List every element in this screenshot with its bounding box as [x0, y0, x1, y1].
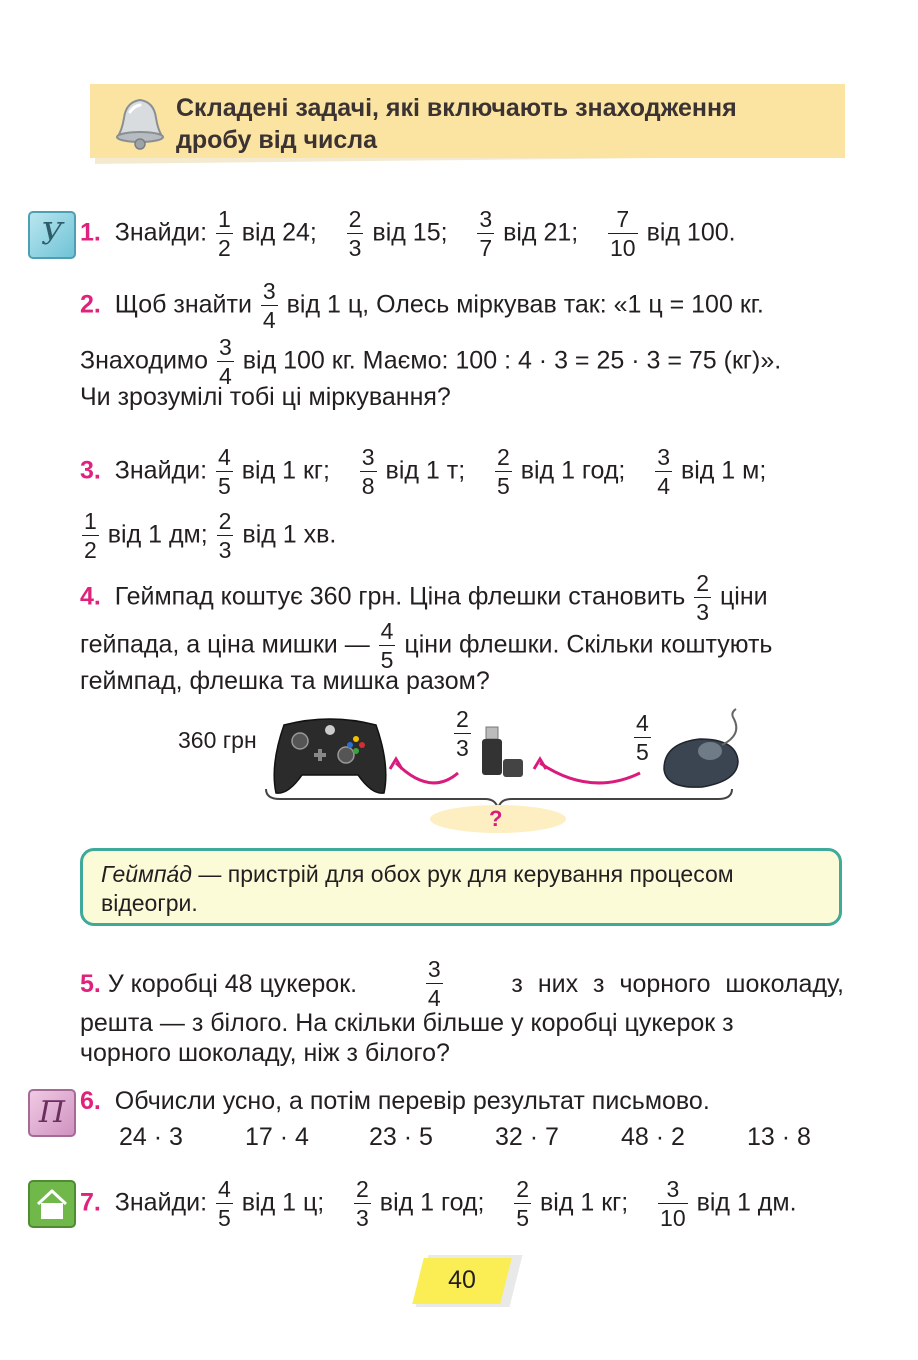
- fraction-text: від 21;: [503, 218, 579, 247]
- fraction: $\frac{3}{4}$: [262, 278, 276, 333]
- fraction: $\frac{3}{4}$: [657, 444, 670, 499]
- fraction: $\frac{3}{7}$: [479, 206, 493, 261]
- task-number: 5.: [80, 970, 101, 998]
- fraction-text: від 1 год;: [379, 1188, 485, 1217]
- title-line-1: Складені задачі, які включають знаходження: [176, 94, 737, 122]
- page-title: [176, 92, 836, 156]
- fraction: $\frac{4}{5}$: [380, 618, 394, 673]
- task-6: [80, 1086, 710, 1116]
- expressions-row: [119, 1122, 811, 1152]
- task-text: від 100 кг. Маємо: 100 : 4 · 3 = 25 · 3 = 75 (кг)».: [242, 346, 782, 375]
- fraction: $\frac{2}{5}$: [516, 1176, 530, 1231]
- mouse-fraction: $\frac{4}{5}$: [636, 710, 649, 765]
- task-1: [80, 208, 736, 260]
- fraction: $\frac{3}{10}$: [660, 1176, 686, 1231]
- definition-box: [80, 848, 842, 926]
- task-number: 6.: [80, 1087, 101, 1115]
- fraction: $\frac{2}{5}$: [496, 444, 510, 499]
- flash-fraction: $\frac{2}{3}$: [456, 706, 469, 761]
- definition-text: — пристрій для обох рук для керування процесом: [192, 861, 734, 887]
- fraction-text: від 24;: [241, 218, 317, 247]
- task-number: 4.: [80, 582, 101, 611]
- fraction-text: від 1 т;: [385, 456, 466, 485]
- fraction: $\frac{2}{3}$: [348, 206, 362, 261]
- fraction: $\frac{2}{3}$: [218, 508, 232, 563]
- flash-drive-icon: [482, 727, 523, 777]
- task-number: 2.: [80, 290, 101, 319]
- mouse-icon: [664, 709, 738, 787]
- fraction: $\frac{2}{3}$: [356, 1176, 369, 1231]
- fraction: $\frac{3}{8}$: [361, 444, 375, 499]
- task-text: Геймпад коштує 360 грн. Ціна флешки становить: [114, 582, 686, 611]
- task-number: 3.: [80, 456, 101, 485]
- question-mark: ?: [489, 806, 503, 831]
- task-lead: Знайди:: [114, 1188, 208, 1217]
- task-4-line-1: [80, 572, 768, 624]
- fraction: $\frac{1}{2}$: [218, 206, 231, 261]
- page-number: 40: [448, 1266, 476, 1294]
- task-text: гейпада, а ціна мишки —: [80, 630, 370, 659]
- task-text: Обчисли усно, а потім перевір результат письмово.: [114, 1087, 710, 1115]
- task-text: Знаходимо: [80, 346, 209, 375]
- title-line-2: дробу від числа: [176, 126, 378, 154]
- task-text: ціни флешки. Скільки коштують: [404, 630, 773, 659]
- task-text: ціни: [719, 582, 768, 611]
- task-3-line-2: [80, 510, 336, 562]
- gamepad-price: 360 грн: [178, 727, 257, 753]
- illustration: [260, 705, 760, 840]
- expression: 24 · 3: [119, 1123, 183, 1151]
- task-4-line-3: геймпад, флешка та мишка разом?: [80, 667, 490, 695]
- task-5-line-1: [80, 958, 844, 1010]
- arrow: [396, 763, 458, 783]
- fraction: $\frac{3}{4}$: [427, 956, 441, 1011]
- fraction-text: від 15;: [372, 218, 448, 247]
- task-text: від 1 ц, Олесь міркував так: «1 ц = 100 кг.: [286, 290, 764, 319]
- task-5-line-2: решта — з білого. На скільки більше у коробці цукерок з: [80, 1009, 734, 1037]
- fraction-text: від 1 год;: [520, 456, 626, 485]
- task-2-line-3: Чи зрозумілі тобі ці міркування?: [80, 383, 451, 411]
- task-number: 1.: [80, 218, 101, 247]
- bell-icon: [108, 92, 170, 154]
- fraction-text: від 1 дм;: [107, 520, 208, 549]
- expression: 23 · 5: [369, 1123, 433, 1151]
- fraction-text: від 1 хв.: [242, 520, 337, 549]
- definition-line-2: відеогри.: [101, 890, 198, 916]
- task-text: У коробці 48 цукерок.: [107, 970, 358, 998]
- fraction: $\frac{1}{2}$: [84, 508, 97, 563]
- task-lead: Знайди:: [114, 456, 208, 485]
- task-2-line-2: [80, 336, 781, 388]
- oral-letter: У: [41, 217, 63, 252]
- task-2-line-1: [80, 280, 764, 332]
- task-3-line-1: [80, 446, 766, 498]
- fraction-text: від 1 ц;: [241, 1188, 325, 1217]
- task-text: Щоб знайти: [114, 290, 252, 319]
- fraction: $\frac{4}{5}$: [218, 1176, 231, 1231]
- written-letter: П: [38, 1095, 66, 1130]
- fraction-text: від 1 кг;: [241, 456, 330, 485]
- expression: 32 · 7: [495, 1123, 559, 1151]
- fraction-text: від 100.: [646, 218, 736, 247]
- expression: 48 · 2: [621, 1123, 685, 1151]
- fraction: $\frac{7}{10}$: [610, 206, 636, 261]
- task-5-line-3: чорного шоколаду, ніж з білого?: [80, 1039, 450, 1067]
- fraction: $\frac{3}{4}$: [218, 334, 232, 389]
- arrow: [540, 763, 640, 783]
- expression: 17 · 4: [245, 1123, 309, 1151]
- fraction-text: від 1 м;: [680, 456, 767, 485]
- definition-term: Геймпа́д: [101, 861, 193, 887]
- written-task-icon: [28, 1089, 76, 1137]
- task-4-line-2: [80, 620, 772, 672]
- fraction: $\frac{4}{5}$: [218, 444, 231, 499]
- task-lead: Знайди:: [114, 218, 208, 247]
- expression: 13 · 8: [747, 1123, 811, 1151]
- fraction-text: від 1 кг;: [540, 1188, 629, 1217]
- task-7: [80, 1178, 797, 1230]
- home-icon: [28, 1180, 76, 1228]
- task-text: з них з чорного шоколаду,: [511, 970, 844, 998]
- oral-task-icon: [28, 211, 76, 259]
- task-number: 7.: [80, 1188, 101, 1217]
- fraction-text: від 1 дм.: [696, 1188, 797, 1217]
- fraction: $\frac{2}{3}$: [696, 570, 710, 625]
- gamepad-icon: [274, 719, 386, 793]
- house-icon: [30, 1182, 74, 1226]
